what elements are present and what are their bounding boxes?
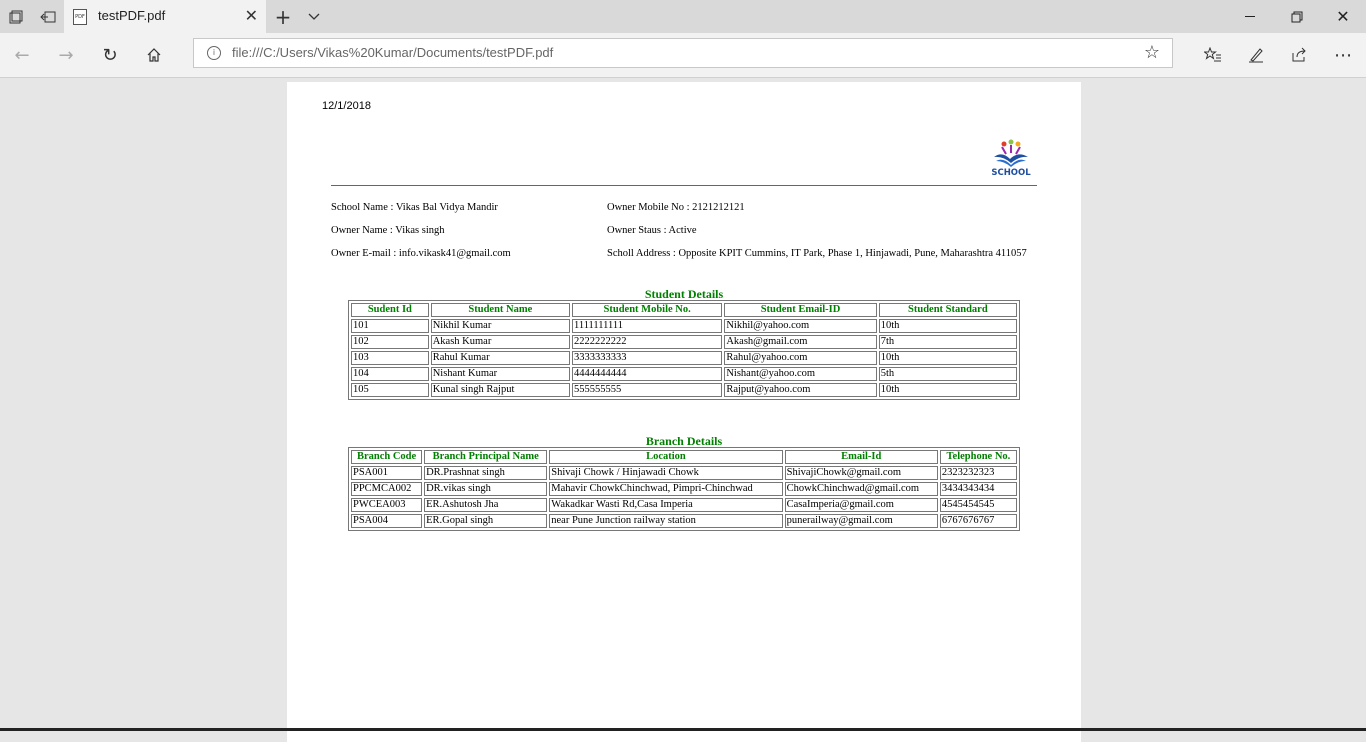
column-header: Branch Principal Name (424, 450, 547, 464)
table-cell: 101 (351, 319, 429, 333)
url-text[interactable]: file:///C:/Users/Vikas%20Kumar/Documents/testPDF.pdf (232, 45, 554, 60)
table-cell: Akash Kumar (431, 335, 570, 349)
table-cell: PSA001 (351, 466, 422, 480)
table-cell: 7th (879, 335, 1017, 349)
table-cell: ER.Ashutosh Jha (424, 498, 547, 512)
table-cell: 10th (879, 383, 1017, 397)
table-cell: 2222222222 (572, 335, 722, 349)
owner-email: Owner E-mail : info.vikask41@gmail.com (331, 248, 511, 259)
share-icon[interactable] (1283, 39, 1315, 71)
table-cell: Nikhil@yahoo.com (724, 319, 876, 333)
back-arrow-icon[interactable]: ← (14, 44, 30, 66)
more-options-icon[interactable]: ⋯ (1334, 44, 1352, 66)
info-icon[interactable]: i (207, 46, 221, 60)
restore-button[interactable] (1274, 0, 1320, 33)
table-row (351, 482, 1017, 496)
table-cell: 5th (879, 367, 1017, 381)
branch-table (348, 447, 1020, 531)
favorites-icon[interactable] (1197, 39, 1229, 71)
owner-mobile: Owner Mobile No : 2121212121 (607, 202, 745, 213)
tab-actions-icon[interactable] (0, 0, 32, 33)
table-cell: Rajput@yahoo.com (724, 383, 876, 397)
divider (331, 185, 1037, 186)
set-tabs-aside-icon[interactable] (32, 0, 64, 33)
table-row (351, 498, 1017, 512)
close-window-button[interactable]: ✕ (1336, 7, 1350, 26)
address-bar[interactable] (193, 38, 1173, 68)
column-header: Location (549, 450, 782, 464)
column-header: Branch Code (351, 450, 422, 464)
owner-status: Owner Staus : Active (607, 225, 697, 236)
forward-arrow-icon[interactable]: → (58, 44, 74, 66)
table-cell: 103 (351, 351, 429, 365)
table-cell: Shivaji Chowk / Hinjawadi Chowk (549, 466, 782, 480)
table-row (351, 335, 1017, 349)
owner-name: Owner Name : Vikas singh (331, 225, 445, 236)
table-cell: 3434343434 (940, 482, 1017, 496)
table-cell: 4444444444 (572, 367, 722, 381)
table-cell: DR.vikas singh (424, 482, 547, 496)
student-details-title: Student Details (644, 287, 724, 301)
navigation-bar (0, 33, 1366, 78)
table-cell: 10th (879, 351, 1017, 365)
table-cell: 3333333333 (572, 351, 722, 365)
table-cell: PPCMCA002 (351, 482, 422, 496)
refresh-icon[interactable]: ↻ (102, 44, 118, 66)
pen-icon[interactable] (1240, 39, 1272, 71)
column-header: Sudent Id (351, 303, 429, 317)
column-header: Telephone No. (940, 450, 1017, 464)
table-cell: Akash@gmail.com (724, 335, 876, 349)
column-header: Student Standard (879, 303, 1017, 317)
table-cell: 1111111111 (572, 319, 722, 333)
chevron-down-icon[interactable] (298, 0, 330, 33)
table-cell: PWCEA003 (351, 498, 422, 512)
table-cell: 10th (879, 319, 1017, 333)
table-row (351, 351, 1017, 365)
table-cell: CasaImperia@gmail.com (785, 498, 938, 512)
table-cell: punerailway@gmail.com (785, 514, 938, 528)
table-header-row (351, 450, 1017, 464)
table-cell: 105 (351, 383, 429, 397)
column-header: Student Email-ID (724, 303, 876, 317)
school-logo (988, 137, 1034, 179)
table-row (351, 367, 1017, 381)
table-row (351, 319, 1017, 333)
active-tab[interactable] (64, 0, 266, 33)
logo-text: SCHOOL (991, 168, 1031, 178)
table-cell: 6767676767 (940, 514, 1017, 528)
table-cell: 2323232323 (940, 466, 1017, 480)
table-cell: 104 (351, 367, 429, 381)
table-cell: near Pune Junction railway station (549, 514, 782, 528)
table-cell: 4545454545 (940, 498, 1017, 512)
table-cell: ShivajiChowk@gmail.com (785, 466, 938, 480)
table-cell: ChowkChinchwad@gmail.com (785, 482, 938, 496)
table-cell: Nishant Kumar (431, 367, 570, 381)
table-cell: Rahul Kumar (431, 351, 570, 365)
close-tab-icon[interactable]: ✕ (244, 6, 258, 25)
table-cell: DR.Prashnat singh (424, 466, 547, 480)
home-icon[interactable] (138, 39, 170, 71)
table-cell: Rahul@yahoo.com (724, 351, 876, 365)
student-table (348, 300, 1020, 400)
table-cell: Nikhil Kumar (431, 319, 570, 333)
table-row (351, 466, 1017, 480)
new-tab-icon[interactable]: + (274, 4, 292, 29)
school-name: School Name : Vikas Bal Vidya Mandir (331, 202, 498, 213)
table-row (351, 514, 1017, 528)
table-cell: Mahavir ChowkChinchwad, Pimpri-Chinchwad (549, 482, 782, 496)
print-date: 12/1/2018 (322, 100, 371, 112)
table-cell: Kunal singh Rajput (431, 383, 570, 397)
favorite-star-icon[interactable]: ☆ (1143, 42, 1160, 63)
column-header: Email-Id (785, 450, 938, 464)
table-cell: 555555555 (572, 383, 722, 397)
school-address: Scholl Address : Opposite KPIT Cummins, IT Park, Phase 1, Hinjawadi, Pune, Maharashtra 411057 (607, 248, 1027, 259)
table-cell: Nishant@yahoo.com (724, 367, 876, 381)
table-header-row (351, 303, 1017, 317)
branch-details-title: Branch Details (645, 434, 723, 448)
tab-title: testPDF.pdf (98, 8, 166, 23)
pdf-file-icon: PDF (73, 9, 87, 25)
pdf-page (287, 82, 1081, 742)
minimize-button[interactable] (1228, 0, 1274, 33)
column-header: Student Mobile No. (572, 303, 722, 317)
table-cell: Wakadkar Wasti Rd,Casa Imperia (549, 498, 782, 512)
tab-bar (0, 0, 1366, 33)
table-cell: ER.Gopal singh (424, 514, 547, 528)
table-row (351, 383, 1017, 397)
table-cell: 102 (351, 335, 429, 349)
pdf-viewer[interactable] (0, 78, 1366, 731)
column-header: Student Name (431, 303, 570, 317)
table-cell: PSA004 (351, 514, 422, 528)
